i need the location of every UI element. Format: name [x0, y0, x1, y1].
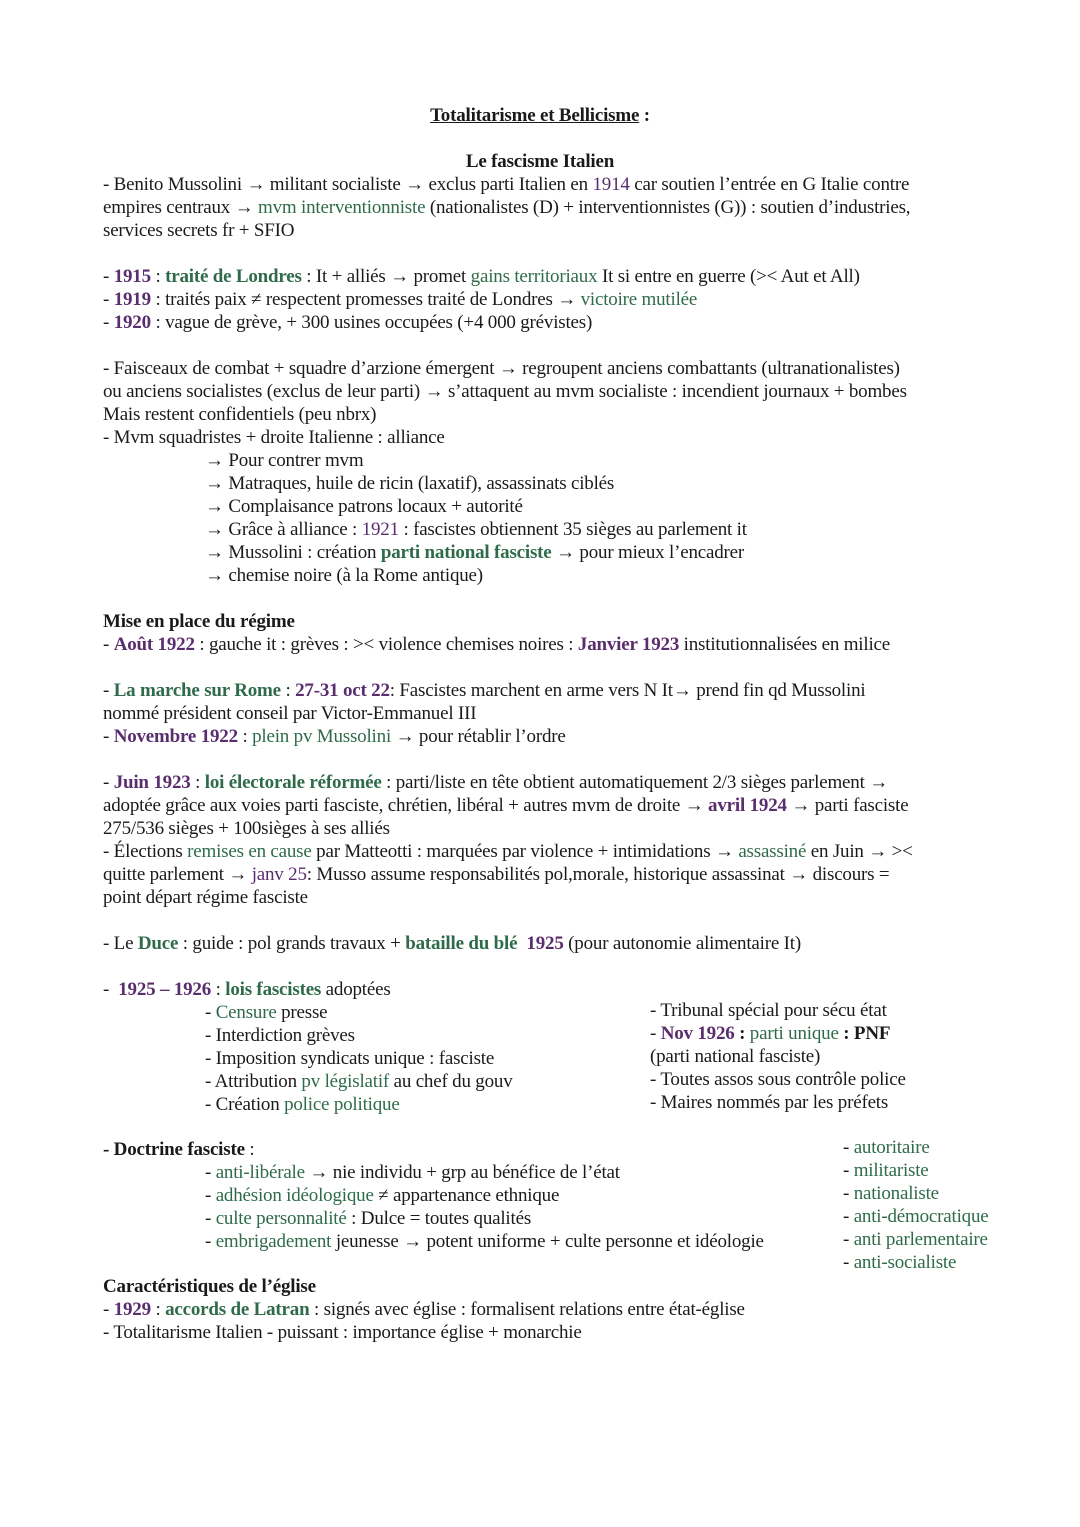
text-line: point départ régime fasciste	[103, 887, 308, 908]
text-line: 275/536 sièges + 100sièges à ses alliés	[103, 818, 390, 839]
law-item-right: - Nov 1926 : parti unique : PNF	[650, 1023, 891, 1044]
arrow-item: → Matraques, huile de ricin (laxatif), assassinats ciblés	[205, 473, 615, 494]
text-line: - 1915 : traité de Londres : It + alliés → promet gains territoriaux It si entre en guerre (>< Aut et All)	[103, 266, 860, 287]
arrow-item: → Mussolini : création parti national fasciste → pour mieux l’encadrer	[205, 542, 745, 563]
text-line: - 1929 : accords de Latran : signés avec église : formalisent relations entre état-église	[103, 1299, 745, 1320]
text-line: - Faisceaux de combat + squadre d’arzione émergent → regroupent anciens combattants (ultranationalistes)	[103, 358, 900, 379]
law-item-right: (parti national fasciste)	[650, 1046, 821, 1067]
text-line: nommé président conseil par Victor-Emmanuel III	[103, 703, 477, 724]
text-line: - Juin 1923 : loi électorale réformée : parti/liste en tête obtient automatiquement 2/3 sièges parlement →	[103, 772, 889, 793]
text-line: - La marche sur Rome : 27-31 oct 22: Fascistes marchent en arme vers N It→ prend fin qd Mussolini	[103, 680, 866, 701]
text-line: empires centraux → mvm interventionniste (nationalistes (D) + interventionnistes (G)) : soutien d’industries,	[103, 197, 911, 218]
text-line: - Mvm squadristes + droite Italienne : alliance	[103, 427, 445, 448]
doctrine-item: - adhésion idéologique ≠ appartenance ethnique	[205, 1185, 560, 1206]
text-line: adoptée grâce aux voies parti fasciste, chrétien, libéral + autres mvm de droite → avril 1924 → parti fasciste	[103, 795, 909, 816]
law-item: - Imposition syndicats unique : fasciste	[205, 1048, 495, 1069]
doctrine-trait: - anti parlementaire	[843, 1229, 988, 1250]
section-heading-regime: Mise en place du régime	[103, 611, 295, 632]
law-item: - Création police politique	[205, 1094, 400, 1115]
arrow-item: → Grâce à alliance : 1921 : fascistes obtiennent 35 sièges au parlement it	[205, 519, 747, 540]
law-item: - Interdiction grèves	[205, 1025, 355, 1046]
doctrine-item: - embrigadement jeunesse → potent uniforme + culte personne et idéologie	[205, 1231, 764, 1252]
law-item-right: - Maires nommés par les préfets	[650, 1092, 889, 1113]
text-line: - 1925 – 1926 : lois fascistes adoptées	[103, 979, 391, 1000]
text-line: - Le Duce : guide : pol grands travaux + bataille du blé 1925 (pour autonomie alimentaire It)	[103, 933, 801, 954]
text-line: - Totalitarisme Italien - puissant : importance église + monarchie	[103, 1322, 582, 1343]
text-line: Mais restent confidentiels (peu nbrx)	[103, 404, 377, 425]
doctrine-trait: - anti-démocratique	[843, 1206, 989, 1227]
arrow-item: → Complaisance patrons locaux + autorité	[205, 496, 523, 517]
doctrine-heading: - Doctrine fasciste :	[103, 1139, 255, 1160]
text-line: - Benito Mussolini → militant socialiste → exclus parti Italien en 1914 car soutien l’entrée en G Italie contre	[103, 174, 910, 195]
section-heading-eglise: Caractéristiques de l’église	[103, 1276, 316, 1297]
document-title: Totalitarisme et Bellicisme :	[430, 105, 650, 126]
text-line: - 1919 : traités paix ≠ respectent promesses traité de Londres → victoire mutilée	[103, 289, 698, 310]
doctrine-trait: - anti-socialiste	[843, 1252, 957, 1273]
text-line: - Août 1922 : gauche it : grèves : >< violence chemises noires : Janvier 1923 institutionnalisées en milice	[103, 634, 891, 655]
text-line: services secrets fr + SFIO	[103, 220, 295, 241]
doctrine-trait: - autoritaire	[843, 1137, 930, 1158]
doctrine-item: - anti-libérale → nie individu + grp au bénéfice de l’état	[205, 1162, 620, 1183]
doctrine-item: - culte personnalité : Dulce = toutes qualités	[205, 1208, 532, 1229]
text-line: - 1920 : vague de grève, + 300 usines occupées (+4 000 grévistes)	[103, 312, 593, 333]
arrow-item: → Pour contrer mvm	[205, 450, 364, 471]
doctrine-trait: - militariste	[843, 1160, 929, 1181]
text-line: - Novembre 1922 : plein pv Mussolini → pour rétablir l’ordre	[103, 726, 566, 747]
doctrine-trait: - nationaliste	[843, 1183, 939, 1204]
text-line: ou anciens socialistes (exclus de leur parti) → s’attaquent au mvm socialiste : incendient journaux + bombes	[103, 381, 907, 402]
law-item: - Censure presse	[205, 1002, 328, 1023]
law-item: - Attribution pv législatif au chef du gouv	[205, 1071, 513, 1092]
text-line: - Élections remises en cause par Matteotti : marquées par violence + intimidations → assassiné en Juin → ><	[103, 841, 913, 862]
law-item-right: - Toutes assos sous contrôle police	[650, 1069, 906, 1090]
title-text: Totalitarisme et Bellicisme	[430, 105, 640, 126]
arrow-item: → chemise noire (à la Rome antique)	[205, 565, 483, 586]
text-line: quitte parlement → janv 25: Musso assume responsabilités pol,morale, historique assassinat → discours =	[103, 864, 890, 885]
law-item-right: - Tribunal spécial pour sécu état	[650, 1000, 887, 1021]
section-heading-fascisme: Le fascisme Italien	[465, 151, 615, 172]
